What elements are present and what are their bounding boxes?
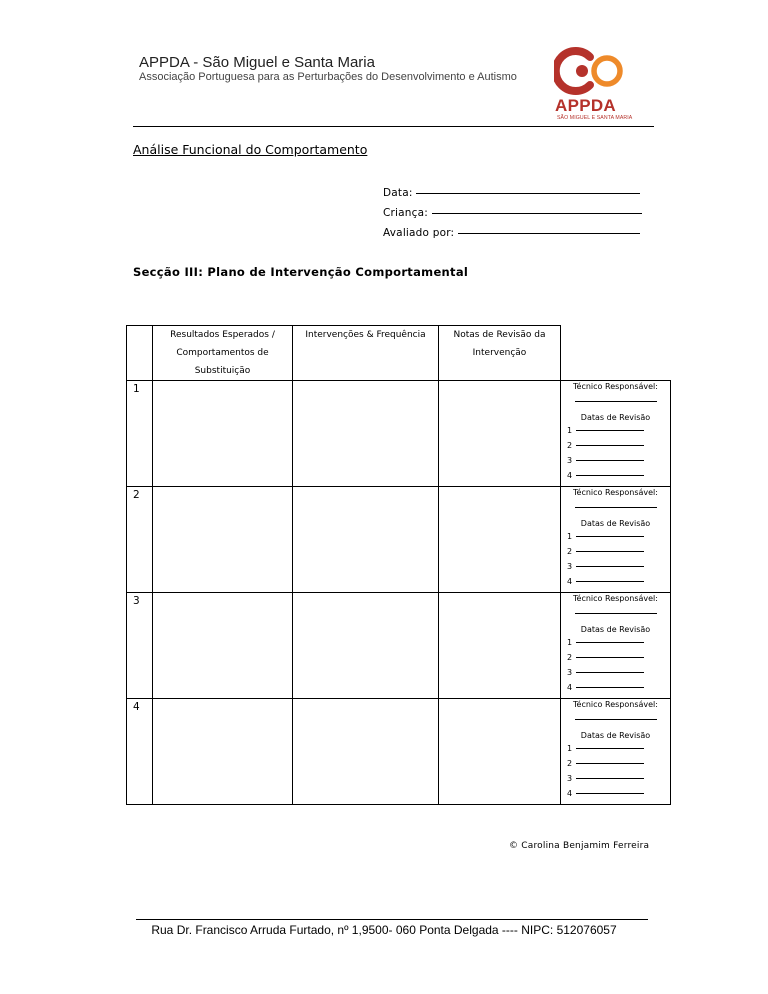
interventions-cell[interactable] — [293, 593, 439, 699]
copyright-notice: © Carolina Benjamim Ferreira — [509, 841, 650, 851]
table-row — [127, 381, 671, 487]
organization-subtitle: Associação Portuguesa para as Perturbações do Desenvolvimento e Autismo — [139, 71, 517, 83]
technician-signature-line[interactable] — [575, 718, 657, 720]
logo-subtext: SÃO MIGUEL E SANTA MARIA — [557, 115, 633, 121]
header-empty-cell — [127, 326, 153, 381]
organization-name: APPDA - São Miguel e Santa Maria — [139, 54, 375, 71]
footer-address: Rua Dr. Francisco Arruda Furtado, nº 1,9500- 060 Ponta Delgada ---- NIPC: 512076057 — [151, 923, 617, 937]
review-date-1[interactable]: 1 — [567, 423, 670, 438]
review-notes-cell[interactable] — [439, 699, 561, 805]
technician-label: Técnico Responsável: — [573, 488, 658, 497]
review-notes-cell[interactable] — [439, 487, 561, 593]
review-notes-cell[interactable] — [439, 381, 561, 487]
technician-label: Técnico Responsável: — [573, 382, 658, 391]
date-field-line[interactable] — [416, 193, 640, 194]
interventions-cell[interactable] — [293, 699, 439, 805]
technician-signature-line[interactable] — [575, 400, 657, 402]
review-date-3[interactable]: 3 — [567, 771, 670, 786]
review-date-4[interactable]: 4 — [567, 680, 670, 695]
expected-results-cell[interactable] — [153, 699, 293, 805]
review-date-3[interactable]: 3 — [567, 453, 670, 468]
footer-divider — [136, 919, 648, 920]
interventions-cell[interactable] — [293, 487, 439, 593]
date-field[interactable] — [383, 187, 640, 199]
interventions-cell[interactable] — [293, 381, 439, 487]
review-block — [561, 487, 671, 593]
review-date-2[interactable]: 2 — [567, 756, 670, 771]
technician-signature-line[interactable] — [575, 612, 657, 614]
review-date-1[interactable]: 1 — [567, 741, 670, 756]
row-number: 1 — [127, 381, 153, 487]
expected-results-cell[interactable] — [153, 381, 293, 487]
child-field-line[interactable] — [432, 213, 642, 214]
header-blank — [561, 326, 671, 381]
header-divider — [133, 126, 654, 127]
review-block — [561, 381, 671, 487]
technician-signature-line[interactable] — [575, 506, 657, 508]
technician-label: Técnico Responsável: — [573, 700, 658, 709]
review-date-1[interactable]: 1 — [567, 529, 670, 544]
intervention-table — [126, 325, 671, 805]
table-row — [127, 593, 671, 699]
expected-results-cell[interactable] — [153, 593, 293, 699]
review-dates-label: Datas de Revisão — [580, 625, 651, 634]
logo-wordmark: APPDA — [555, 96, 617, 115]
expected-results-cell[interactable] — [153, 487, 293, 593]
review-date-4[interactable]: 4 — [567, 786, 670, 801]
review-date-4[interactable]: 4 — [567, 574, 670, 589]
appda-logo — [554, 45, 634, 97]
review-block — [561, 593, 671, 699]
review-date-4[interactable]: 4 — [567, 468, 670, 483]
review-notes-cell[interactable] — [439, 593, 561, 699]
review-dates-label: Datas de Revisão — [580, 731, 651, 740]
technician-label: Técnico Responsável: — [573, 594, 658, 603]
review-date-3[interactable]: 3 — [567, 665, 670, 680]
review-date-2[interactable]: 2 — [567, 544, 670, 559]
child-field-label: Criança: — [383, 207, 428, 219]
evaluator-field[interactable] — [383, 227, 640, 239]
review-dates-label: Datas de Revisão — [580, 413, 651, 422]
review-dates-label: Datas de Revisão — [580, 519, 651, 528]
row-number: 2 — [127, 487, 153, 593]
section-title: Secção III: Plano de Intervenção Comportamental — [133, 265, 469, 279]
row-number: 3 — [127, 593, 153, 699]
document-title: Análise Funcional do Comportamento — [133, 142, 368, 157]
review-date-2[interactable]: 2 — [567, 650, 670, 665]
table-row — [127, 699, 671, 805]
row-number: 4 — [127, 699, 153, 805]
review-date-1[interactable]: 1 — [567, 635, 670, 650]
review-date-3[interactable]: 3 — [567, 559, 670, 574]
table-row — [127, 487, 671, 593]
evaluator-field-line[interactable] — [458, 233, 640, 234]
child-field[interactable] — [383, 207, 642, 219]
header-review-notes: Notas de Revisão da Intervenção — [439, 326, 561, 381]
header-expected-results: Resultados Esperados / Comportamentos de Substituição — [153, 326, 293, 381]
table-header-row — [127, 326, 671, 381]
date-field-label: Data: — [383, 187, 413, 199]
evaluator-field-label: Avaliado por: — [383, 227, 455, 239]
review-block — [561, 699, 671, 805]
header-interventions: Intervenções & Frequência — [293, 326, 439, 381]
review-date-2[interactable]: 2 — [567, 438, 670, 453]
